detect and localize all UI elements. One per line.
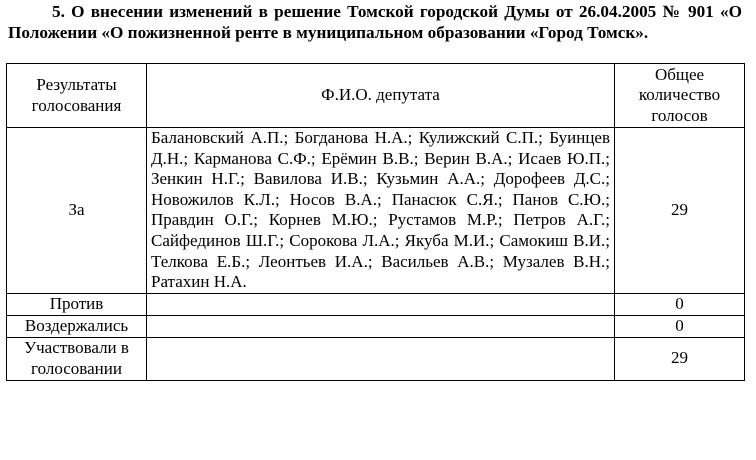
- row-abstained-result: Воздержались: [7, 315, 147, 337]
- row-participated-deputies: [147, 337, 615, 380]
- table-row-for: [7, 128, 745, 294]
- item-heading: [8, 1, 742, 43]
- row-participated-total: 29: [615, 337, 745, 380]
- header-deputy: Ф.И.О. депутата: [147, 64, 615, 128]
- heading-text: 5. О внесении изменений в решение Томской городской Думы от 26.04.2005 № 901 «О Положении «О пожизненной ренте в муниципальном образовании «Город Томск».: [8, 2, 742, 42]
- row-abstained-deputies: [147, 315, 615, 337]
- header-total: Общее количество голосов: [615, 64, 745, 128]
- table-header-row: [7, 64, 745, 128]
- row-against-total: 0: [615, 293, 745, 315]
- row-for-total: 29: [615, 128, 745, 294]
- row-for-deputies: Балановский А.П.; Богданова Н.А.; Кулижский С.П.; Буинцев Д.Н.; Карманова С.Ф.; Ерёмин В.В.; Верин В.А.; Исаев Ю.П.; Зенкин Н.Г.; Вавилова И.В.; Кузьмин А.А.; Дорофеев Д.С.; Новожилов К.Л.; Носов В.А.; Панасюк С.Я.; Панов С.Ю.; Правдин О.Г.; Корнев М.Ю.; Рустамов М.Р.; Петров А.Г.; Сайфединов Ш.Г.; Сорокова Л.А.; Якуба М.И.; Самокиш В.И.; Телкова Е.Б.; Леонтьев И.А.; Васильев А.В.; Музалев В.Н.; Ратахин Н.А.: [147, 128, 615, 294]
- voting-results-table: [6, 63, 745, 381]
- row-against-deputies: [147, 293, 615, 315]
- row-for-result: За: [7, 128, 147, 294]
- header-result: Результаты голосования: [7, 64, 147, 128]
- row-against-result: Против: [7, 293, 147, 315]
- row-abstained-total: 0: [615, 315, 745, 337]
- table-row-against: [7, 293, 745, 315]
- table-row-abstained: [7, 315, 745, 337]
- table-row-participated: [7, 337, 745, 380]
- row-participated-result: Участвовали в голосовании: [7, 337, 147, 380]
